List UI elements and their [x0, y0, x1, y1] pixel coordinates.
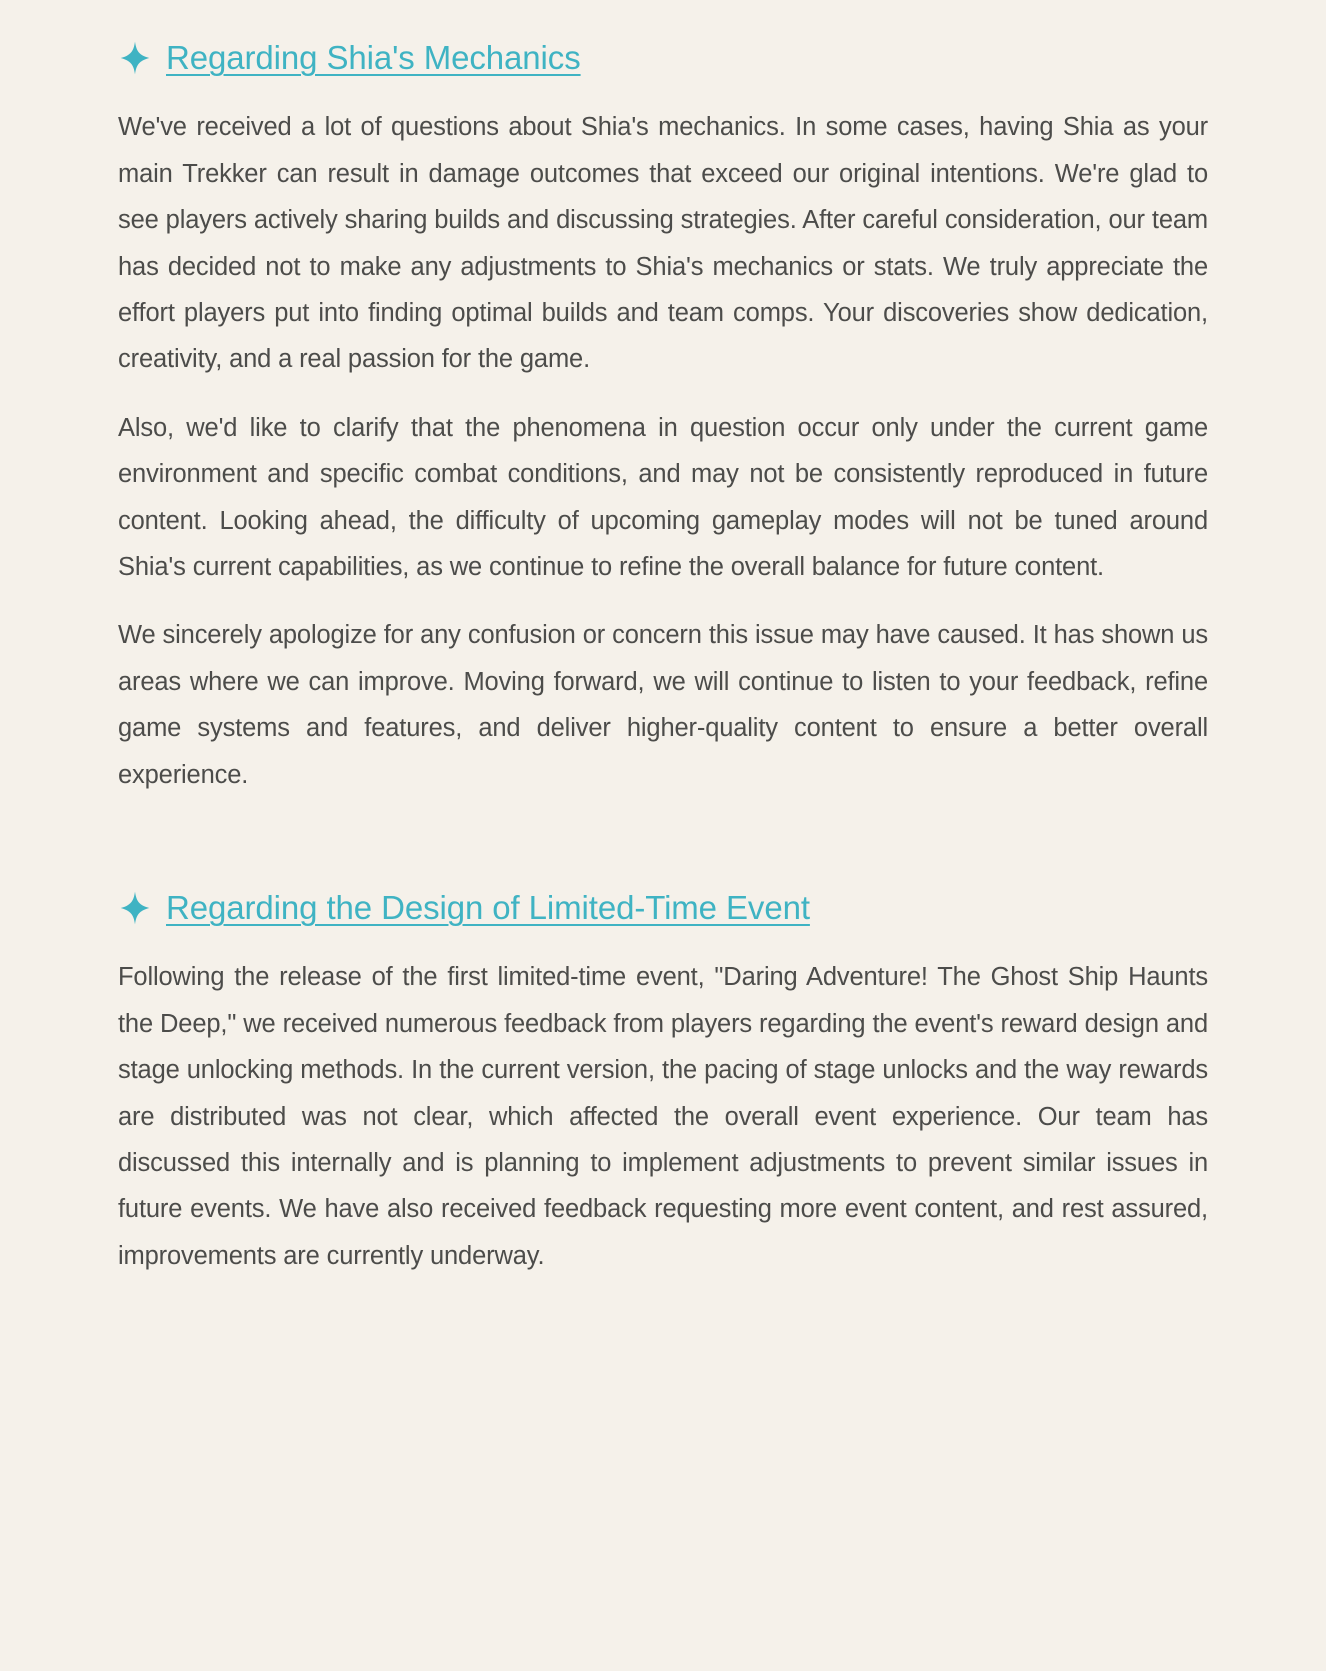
sparkle-icon: [118, 891, 152, 925]
paragraph: Also, we'd like to clarify that the phenomena in question occur only under the current game environment and specific combat conditions, and may not be consistently reproduced in future content. Looking ahead, the difficulty of upcoming gameplay modes will not be tuned around Shia's current capabilities, as we continue to refine the overall balance for future content.: [118, 413, 1208, 581]
section-title: Regarding Shia's Mechanics: [166, 39, 581, 76]
section-header: [118, 890, 1226, 926]
paragraph: We've received a lot of questions about Shia's mechanics. In some cases, having Shia as your main Trekker can result in damage outcomes that exceed our original intentions. We're glad to see players actively sharing builds and discussing strategies. After careful consideration, our team has decided not to make any adjustments to Shia's mechanics or stats. We truly appreciate the effort players put into finding optimal builds and team comps. Your discoveries show dedication, creativity, and a real passion for the game.: [118, 113, 1208, 374]
section-body: [100, 104, 1226, 798]
section-title: Regarding the Design of Limited-Time Event: [166, 888, 810, 926]
section-shia-mechanics: [100, 40, 1226, 798]
sparkle-icon: [118, 41, 152, 75]
paragraph: Following the release of the first limited-time event, "Daring Adventure! The Ghost Ship Haunts the Deep," we received numerous feedback from players regarding the event's reward design and stage unlocking methods. In the current version, the pacing of stage unlocks and the way rewards are distributed was not clear, which affected the overall event experience. Our team has discussed this internally and is planning to implement adjustments to prevent similar issues in future events. We have also received feedback requesting more event content, and rest assured, improvements are currently underway.: [118, 963, 1208, 1270]
section-header: [118, 40, 1226, 76]
section-limited-time-event: [100, 890, 1226, 1279]
section-body: [100, 954, 1226, 1279]
paragraph: We sincerely apologize for any confusion or concern this issue may have caused. It has shown us areas where we can improve. Moving forward, we will continue to listen to your feedback, refine game systems and features, and deliver higher-quality content to ensure a better overall experience.: [118, 621, 1208, 789]
